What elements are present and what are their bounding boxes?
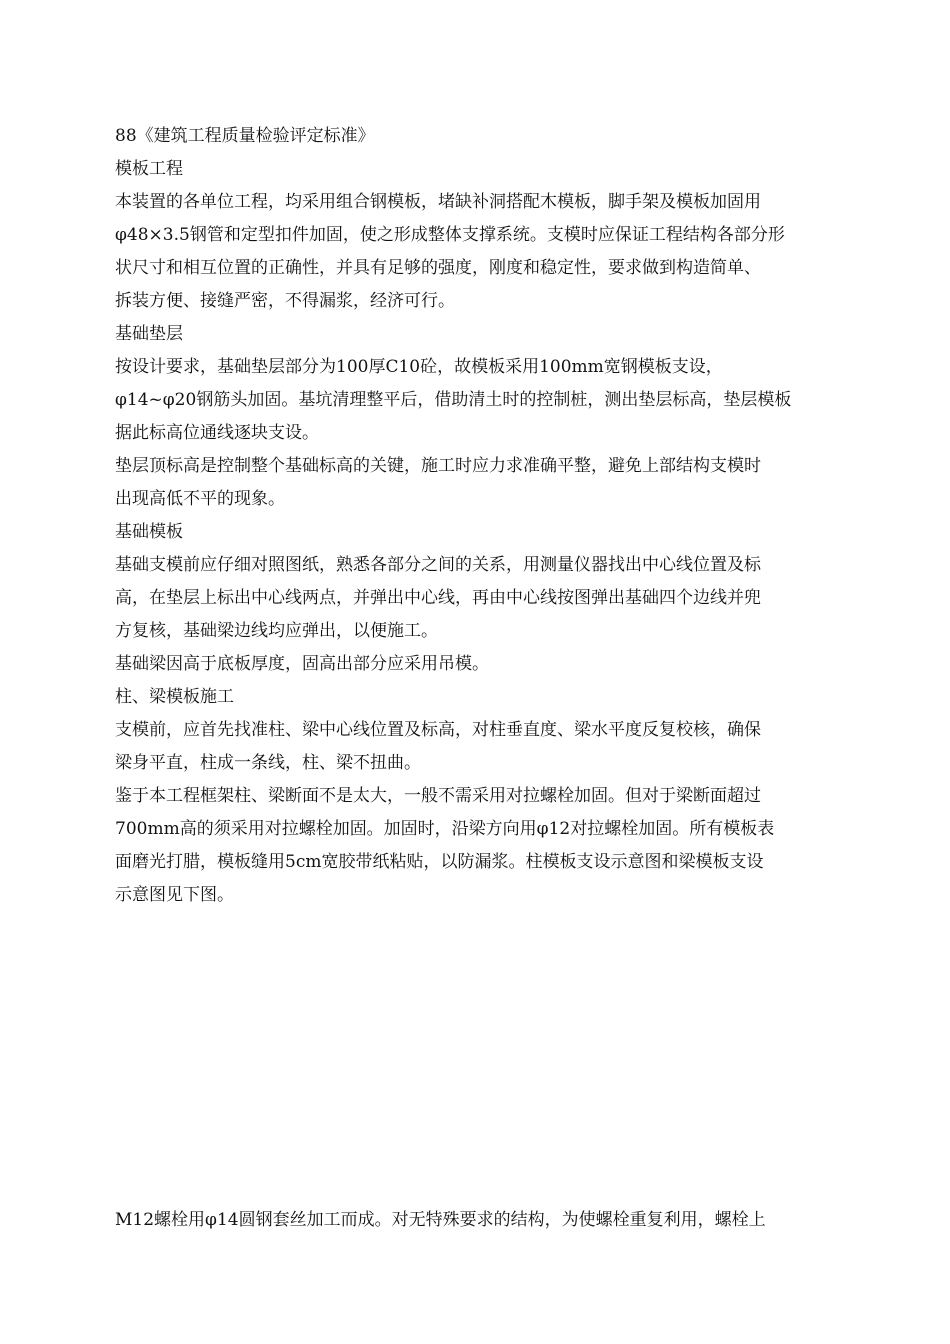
tail-paragraph-line: M12螺栓用φ14圆钢套丝加工而成。对无特殊要求的结构，为使螺栓重复利用，螺栓上 (115, 1210, 766, 1230)
section-heading-cushion: 基础垫层 (115, 324, 183, 344)
standard-reference: 88《建筑工程质量检验评定标准》 (115, 126, 375, 146)
paragraph-line: 本装置的各单位工程，均采用组合钢模板，堵缺补洞搭配木模板，脚手架及模板加固用 (115, 192, 761, 212)
section-heading-foundation: 基础模板 (115, 522, 183, 542)
paragraph-line: 面磨光打腊，模板缝用5cm宽胶带纸粘贴，以防漏浆。柱模板支设示意图和梁模板支设 (115, 852, 764, 872)
paragraph-line: 垫层顶标高是控制整个基础标高的关键，施工时应力求准确平整，避免上部结构支模时 (115, 456, 761, 476)
paragraph-line: 高，在垫层上标出中心线两点，并弹出中心线，再由中心线按图弹出基础四个边线并兜 (115, 588, 761, 608)
paragraph-line: φ48×3.5钢管和定型扣件加固，使之形成整体支撑系统。支模时应保证工程结构各部分形 (115, 225, 785, 245)
paragraph-line: 状尺寸和相互位置的正确性，并具有足够的强度，刚度和稳定性，要求做到构造简单、 (115, 258, 761, 278)
paragraph-line: 方复核，基础梁边线均应弹出，以便施工。 (115, 621, 438, 641)
section-heading-column-beam: 柱、梁模板施工 (115, 687, 234, 707)
paragraph-line: 鉴于本工程框架柱、梁断面不是太大，一般不需采用对拉螺栓加固。但对于梁断面超过 (115, 786, 761, 806)
paragraph-line: φ14~φ20钢筋头加固。基坑清理整平后，借助清土时的控制桩，测出垫层标高，垫层模板 (115, 390, 792, 410)
paragraph-line: 700mm高的须采用对拉螺栓加固。加固时，沿梁方向用φ12对拉螺栓加固。所有模板表 (115, 819, 775, 839)
paragraph-line: 基础梁因高于底板厚度，固高出部分应采用吊模。 (115, 654, 489, 674)
paragraph-line: 梁身平直，柱成一条线，柱、梁不扭曲。 (115, 753, 421, 773)
section-heading-formwork: 模板工程 (115, 159, 183, 179)
document-body (115, 120, 875, 912)
paragraph-line: 支模前，应首先找准柱、梁中心线位置及标高，对柱垂直度、梁水平度反复校核，确保 (115, 720, 761, 740)
paragraph-line: 按设计要求，基础垫层部分为100厚C10砼，故模板采用100mm宽钢模板支设， (115, 357, 723, 377)
paragraph-line: 示意图见下图。 (115, 885, 234, 905)
paragraph-line: 基础支模前应仔细对照图纸，熟悉各部分之间的关系，用测量仪器找出中心线位置及标 (115, 555, 761, 575)
paragraph-line: 出现高低不平的现象。 (115, 489, 285, 509)
paragraph-line: 拆装方便、接缝严密，不得漏浆，经济可行。 (115, 291, 455, 311)
paragraph-line: 据此标高位通线逐块支设。 (115, 423, 319, 443)
